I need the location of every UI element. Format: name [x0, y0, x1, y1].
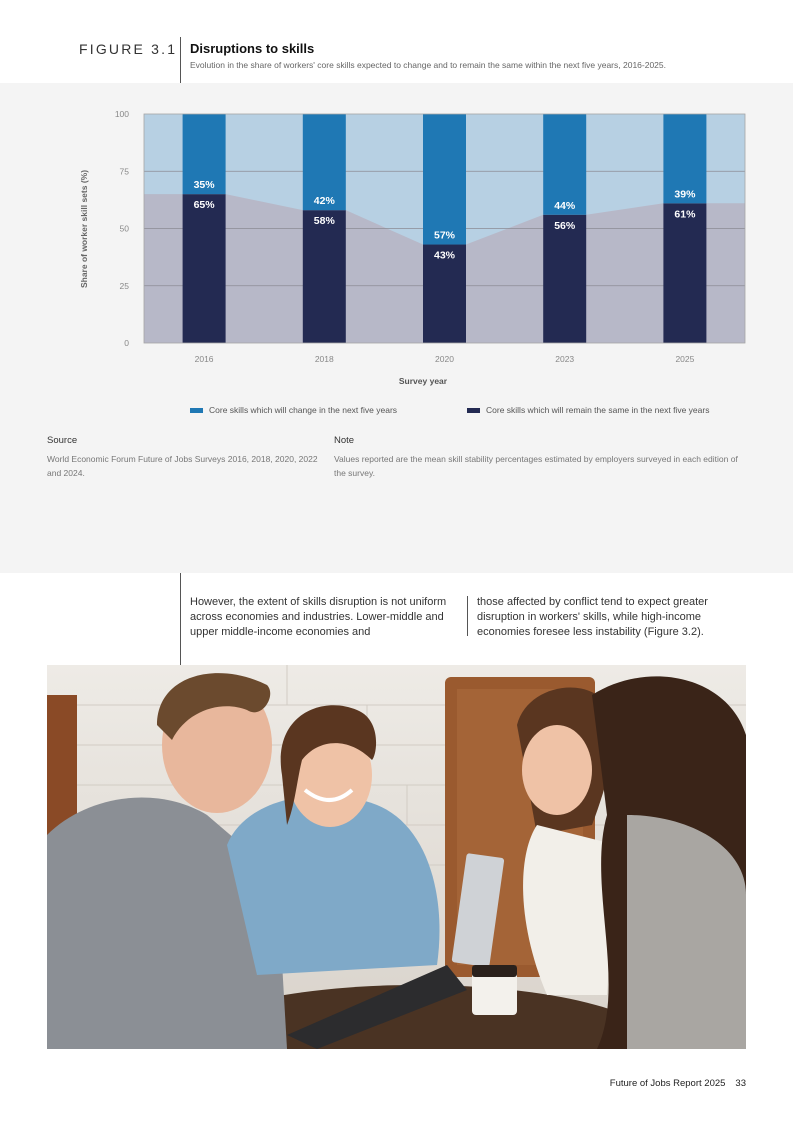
y-axis-label: Share of worker skill sets (%): [79, 169, 89, 289]
legend-item-change: [190, 405, 397, 415]
divider-line-column: [467, 596, 468, 636]
x-tick-label: 2025: [675, 354, 695, 364]
divider-line-body: [180, 573, 181, 665]
source-heading: Source: [47, 435, 78, 446]
people-photo: [47, 665, 746, 1049]
legend-item-same: [467, 405, 709, 415]
figure-subtitle: Evolution in the share of workers' core skills expected to change and to remain the same within the next five years, 2016-2025.: [190, 60, 666, 70]
y-tick-label: 75: [119, 166, 129, 177]
footer: [610, 1078, 746, 1089]
note-text: Values reported are the mean skill stability percentages estimated by employers surveyed in each edition of the survey.: [334, 454, 738, 478]
data-label-change: 39%: [674, 188, 696, 201]
x-tick-label: 2023: [555, 354, 575, 364]
data-label-same: 61%: [674, 208, 696, 221]
bar-change: [423, 114, 466, 245]
bar-same: [183, 194, 226, 343]
y-tick-label: 25: [119, 280, 129, 291]
y-tick-label: 0: [124, 338, 129, 348]
page-number: 33: [735, 1078, 746, 1089]
bar-same: [543, 215, 586, 343]
x-tick-label: 2016: [194, 354, 214, 364]
data-label-change: 35%: [193, 179, 215, 192]
data-label-change: 44%: [554, 199, 576, 212]
figure-title: Disruptions to skills: [190, 41, 315, 56]
y-tick-label: 100: [114, 109, 129, 119]
x-tick-label: 2018: [314, 354, 334, 364]
divider-line: [180, 37, 181, 83]
data-label-same: 65%: [193, 199, 215, 212]
bar-same: [303, 210, 346, 343]
stacked-bar-chart: [0, 83, 793, 433]
data-label-same: 56%: [554, 219, 576, 232]
data-label-same: 58%: [313, 215, 335, 228]
body-column-1: However, the extent of skills disruption is not uniform across economies and industries. Lower-middle and upper middle-income economies and: [190, 596, 447, 638]
legend-label-change: Core skills which will change in the next five years: [209, 405, 398, 415]
figure-label: FIGURE 3.1: [79, 41, 178, 57]
data-label-change: 42%: [313, 195, 335, 208]
data-label-change: 57%: [433, 229, 456, 242]
x-tick-label: 2020: [435, 354, 454, 364]
data-label-same: 43%: [433, 249, 456, 262]
x-axis-label: Survey year: [398, 376, 448, 386]
legend-swatch-change: [190, 408, 203, 413]
y-tick-label: 50: [119, 223, 129, 234]
note-heading: Note: [334, 435, 355, 446]
source-text: World Economic Forum Future of Jobs Surveys 2016, 2018, 2020, 2022 and 2024.: [47, 454, 318, 478]
bar-same: [663, 203, 706, 343]
legend-label-same: Core skills which will remain the same in the next five years: [486, 405, 710, 415]
body-column-2: those affected by conflict tend to expect greater disruption in workers' skills, while high-income economies foresee less instability (Figure 3.2).: [477, 596, 708, 638]
footer-report-title: Future of Jobs Report 2025: [609, 1078, 726, 1089]
legend-swatch-same: [467, 408, 480, 413]
